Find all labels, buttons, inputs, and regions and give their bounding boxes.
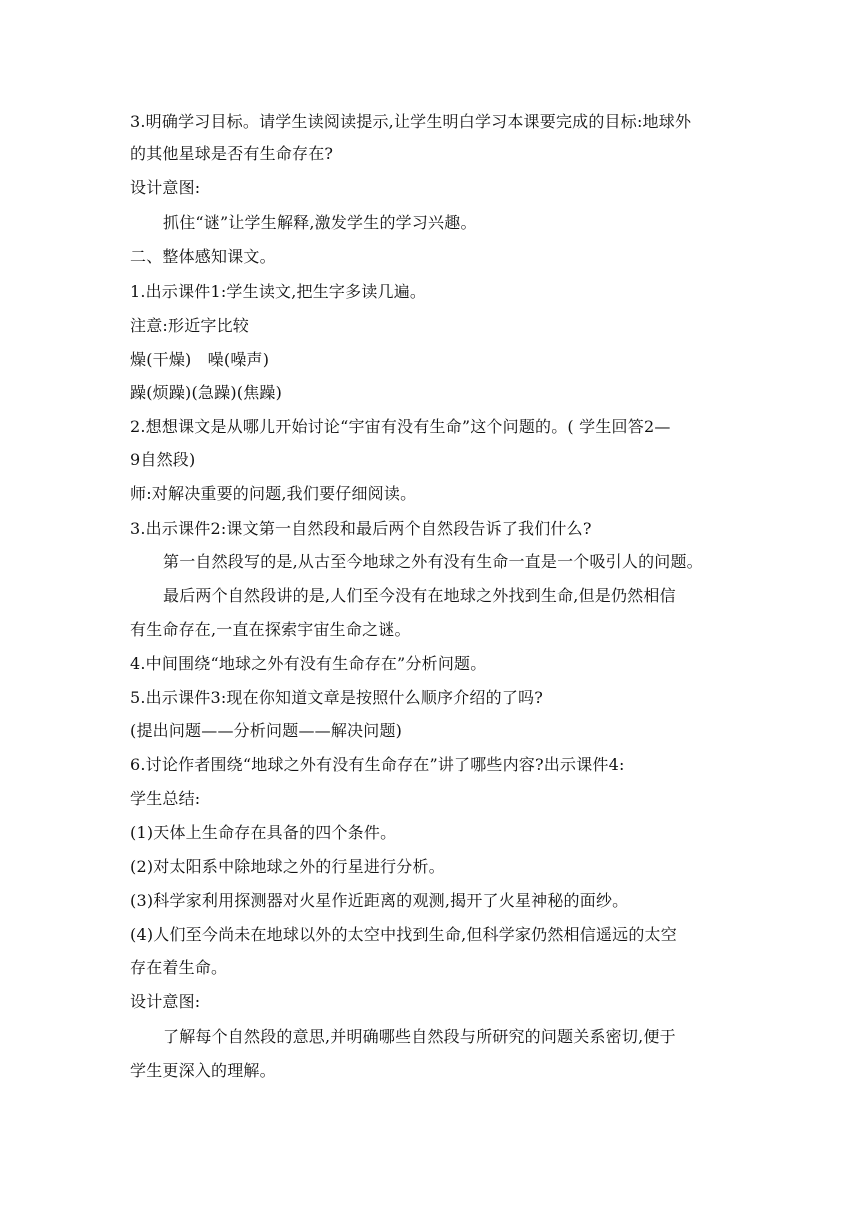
text-line: 师:对解决重要的问题,我们要仔细阅读。 (130, 484, 417, 503)
section-heading: 二、整体感知课文。 (130, 247, 276, 266)
text-line: 最后两个自然段讲的是,人们至今没有在地球之外找到生命,但是仍然相信 (163, 586, 676, 605)
text-line: 3.出示课件2:课文第一自然段和最后两个自然段告诉了我们什么? (130, 519, 592, 538)
text-line: 4.中间围绕“地球之外有没有生命存在”分析问题。 (130, 654, 487, 673)
list-item: (4)人们至今尚未在地球以外的太空中找到生命,但科学家仍然相信遥远的太空 (130, 925, 677, 944)
list-item: (2)对太阳系中除地球之外的行星进行分析。 (130, 857, 445, 876)
text-line: 存在着生命。 (130, 958, 228, 977)
text-line: 学生总结: (130, 789, 201, 808)
text-line: 3.明确学习目标。请学生读阅读提示,让学生明白学习本课要完成的目标:地球外 (130, 112, 692, 131)
text-line: 了解每个自然段的意思,并明确哪些自然段与所研究的问题关系密切,便于 (163, 1027, 676, 1046)
text-line: 9自然段) (130, 450, 196, 469)
text-line: 5.出示课件3:现在你知道文章是按照什么顺序介绍的了吗? (130, 688, 544, 707)
text-line: (提出问题——分析问题——解决问题) (130, 721, 403, 740)
text-line: 躁(烦躁)(急躁)(焦躁) (130, 383, 283, 402)
text-line: 6.讨论作者围绕“地球之外有没有生命存在”讲了哪些内容?出示课件4: (130, 755, 625, 774)
list-item: (3)科学家利用探测器对火星作近距离的观测,揭开了火星神秘的面纱。 (130, 891, 629, 910)
list-item: (1)天体上生命存在具备的四个条件。 (130, 823, 397, 842)
text-line: 的其他星球是否有生命存在? (130, 144, 334, 163)
section-heading: 设计意图: (130, 178, 201, 197)
text-line: 2.想想课文是从哪儿开始讨论“宇宙有没有生命”这个问题的。( 学生回答2— (130, 417, 671, 436)
text-line: 第一自然段写的是,从古至今地球之外有没有生命一直是一个吸引人的问题。 (163, 552, 703, 571)
text-line: 1.出示课件1:学生读文,把生字多读几遍。 (130, 282, 427, 301)
section-heading: 设计意图: (130, 992, 201, 1011)
text-line: 学生更深入的理解。 (130, 1061, 276, 1080)
text-line: 抓住“谜”让学生解释,激发学生的学习兴趣。 (163, 213, 477, 232)
text-line: 注意:形近字比较 (130, 316, 249, 335)
text-line: 燥(干燥) 噪(噪声) (130, 350, 270, 369)
text-line: 有生命存在,一直在探索宇宙生命之谜。 (130, 620, 411, 639)
